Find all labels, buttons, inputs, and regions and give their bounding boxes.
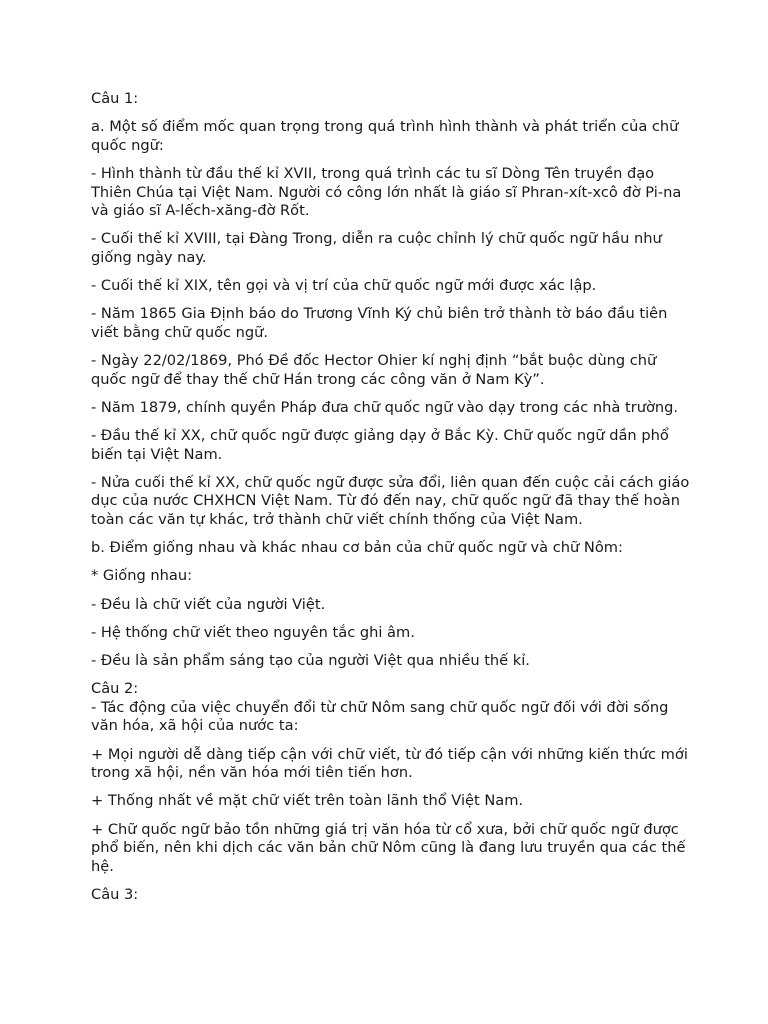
paragraph-similarity-3: - Đều là sản phẩm sáng tạo của người Việt qua nhiều thế kỉ. <box>91 651 530 669</box>
paragraph-part-a-intro: a. Một số điểm mốc quan trọng trong quá trình hình thành và phát triển của chữ quốc ngữ: <box>91 118 679 154</box>
paragraph-milestone-early-20th-century: - Đầu thế kỉ XX, chữ quốc ngữ được giảng dạy ở Bắc Kỳ. Chữ quốc ngữ dần phổ biến tại Việt Nam. <box>91 427 669 463</box>
paragraph-milestone-19th-century: - Cuối thế kỉ XIX, tên gọi và vị trí của chữ quốc ngữ mới được xác lập. <box>91 277 597 295</box>
paragraph-similarity-2: - Hệ thống chữ viết theo nguyên tắc ghi âm. <box>91 623 415 641</box>
paragraph-milestone-late-20th-century: - Nửa cuối thế kỉ XX, chữ quốc ngữ được sửa đổi, liên quan đến cuộc cải cách giáo dục của nước CHXHCN Việt Nam. Từ đó đến nay, chữ quốc ngữ đã thay thế hoàn toàn các văn tự khác, trở thành chữ viết chính thống của Việt Nam. <box>91 473 690 529</box>
paragraph-part-b-intro: b. Điểm giống nhau và khác nhau cơ bản của chữ quốc ngữ và chữ Nôm: <box>91 539 623 557</box>
paragraph-impact-3: + Chữ quốc ngữ bảo tồn những giá trị văn hóa từ cổ xưa, bởi chữ quốc ngữ được phổ biến, nên khi dịch các văn bản chữ Nôm cũng là đang lưu truyền qua các thế hệ. <box>91 820 686 875</box>
heading-question-3: Câu 3: <box>91 885 139 903</box>
paragraph-similarity-1: - Đều là chữ viết của người Việt. <box>91 595 326 613</box>
paragraph-milestone-1869: - Ngày 22/02/1869, Phó Đề đốc Hector Ohier kí nghị định “bắt buộc dùng chữ quốc ngữ để thay thế chữ Hán trong các công văn ở Nam Kỳ”. <box>91 352 657 388</box>
paragraph-impact-intro: - Tác động của việc chuyển đổi từ chữ Nôm sang chữ quốc ngữ đối với đời sống văn hóa, xã hội của nước ta: <box>91 698 669 735</box>
paragraph-impact-1: + Mọi người dễ dàng tiếp cận với chữ viết, từ đó tiếp cận với những kiến thức mới trong xã hội, nền văn hóa mới tiên tiến hơn. <box>91 745 688 782</box>
paragraph-impact-2: + Thống nhất về mặt chữ viết trên toàn lãnh thổ Việt Nam. <box>91 792 524 810</box>
paragraph-milestone-18th-century: - Cuối thế kỉ XVIII, tại Đàng Trong, diễn ra cuộc chỉnh lý chữ quốc ngữ hầu như giống ngày nay. <box>91 230 662 266</box>
heading-question-2: Câu 2: <box>91 680 139 698</box>
paragraph-milestone-1865: - Năm 1865 Gia Định báo do Trương Vĩnh Ký chủ biên trở thành tờ báo đầu tiên viết bằng chữ quốc ngữ. <box>91 305 668 341</box>
paragraph-similarities-heading: * Giống nhau: <box>91 567 192 585</box>
paragraph-milestone-1879: - Năm 1879, chính quyền Pháp đưa chữ quốc ngữ vào dạy trong các nhà trường. <box>91 398 679 416</box>
paragraph-milestone-17th-century: - Hình thành từ đầu thế kỉ XVII, trong quá trình các tu sĩ Dòng Tên truyền đạo Thiên Chúa tại Việt Nam. Người có công lớn nhất là giáo sĩ Phran-xít-xcô đờ Pi-na và giáo sĩ A-lếch-xăng-đờ Rốt. <box>91 164 682 220</box>
heading-question-1: Câu 1: <box>91 90 139 107</box>
document-body <box>91 90 691 914</box>
